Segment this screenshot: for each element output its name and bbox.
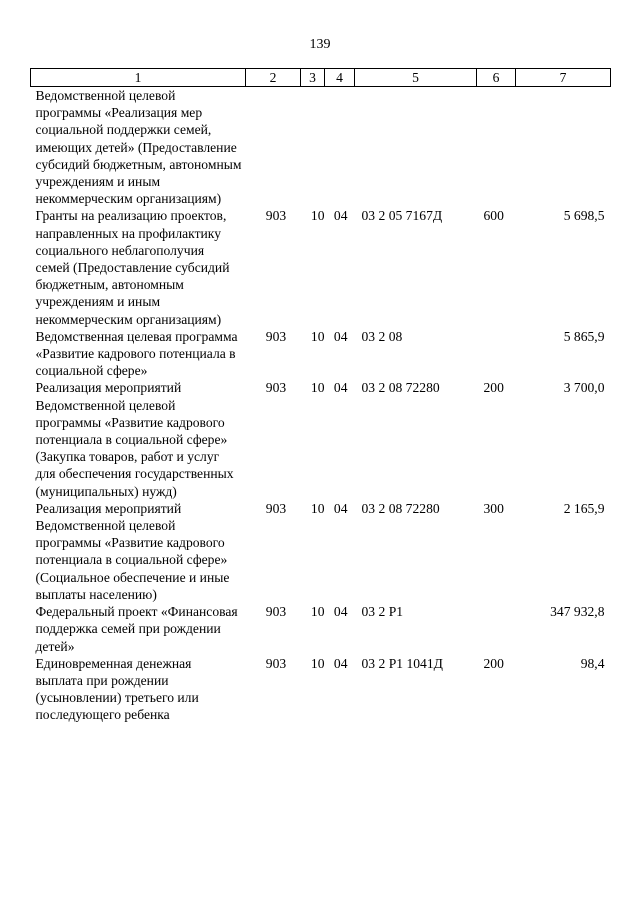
row-kvsr: 903 (265, 500, 287, 516)
row-kvsr: 903 (265, 208, 287, 224)
table-row (31, 328, 611, 380)
row-vr (477, 87, 516, 208)
column-header-5: 5 (355, 69, 477, 87)
row-sum (516, 87, 611, 208)
row-name: Федеральный проект «Финансовая поддержка семей при рождении детей» (35, 604, 238, 654)
row-csr: 03 2 08 (361, 328, 403, 344)
row-sum: 3 700,0 (563, 380, 605, 396)
column-header-6: 6 (477, 69, 516, 87)
row-csr: 03 2 P1 (361, 604, 404, 620)
table-row (31, 87, 611, 208)
row-rz: 10 (310, 500, 325, 516)
row-name: Реализация мероприятий Ведомственной целевой программы «Развитие кадрового потенциала в социальной сфере» (Социальное обеспечение и иные выплаты населению) (35, 500, 230, 602)
row-sum: 5 698,5 (563, 208, 605, 224)
row-csr: 03 2 08 72280 (361, 500, 440, 516)
row-pr: 04 (333, 500, 348, 516)
row-kvsr: 903 (265, 328, 287, 344)
row-sum: 5 865,9 (563, 328, 605, 344)
header-row (31, 69, 611, 87)
row-rz: 10 (310, 655, 325, 671)
row-rz: 10 (310, 208, 325, 224)
row-vr: 200 (483, 380, 504, 396)
row-name: Единовременная денежная выплата при рождении (усыновлении) третьего или последующего ребенка (35, 655, 199, 723)
row-vr (477, 603, 516, 655)
row-vr: 600 (483, 208, 504, 224)
column-header-2: 2 (246, 69, 301, 87)
row-csr: 03 2 08 72280 (361, 380, 440, 396)
column-header-4: 4 (325, 69, 355, 87)
row-sum: 347 932,8 (550, 604, 605, 620)
column-header-1: 1 (31, 69, 246, 87)
row-pr: 04 (333, 208, 348, 224)
page-number: 139 (309, 37, 331, 52)
row-pr: 04 (333, 380, 348, 396)
column-header-7: 7 (516, 69, 611, 87)
row-pr (325, 87, 355, 208)
table-row (31, 207, 611, 327)
row-sum: 98,4 (580, 655, 605, 671)
row-pr: 04 (333, 328, 348, 344)
column-header-3: 3 (301, 69, 325, 87)
table-row (31, 379, 611, 499)
row-vr: 200 (483, 655, 504, 671)
table-row (31, 603, 611, 655)
row-vr (477, 328, 516, 380)
row-name: Ведомственной целевой программы «Реализация мер социальной поддержки семей, имеющих детей» (Предоставление субсидий бюджетным, автономным учреждениям и иным некоммерческим организациям) (35, 88, 242, 207)
row-csr: 03 2 05 7167Д (361, 208, 443, 224)
row-kvsr: 903 (265, 655, 287, 671)
row-csr (355, 87, 477, 208)
row-name: Гранты на реализацию проектов, направленных на профилактику социального неблагополучия семей (Предоставление субсидий бюджетным, автономным учреждениям и иным некоммерческим организациям) (35, 208, 230, 327)
row-csr: 03 2 P1 1041Д (361, 655, 443, 671)
row-rz: 10 (310, 604, 325, 620)
row-pr: 04 (333, 604, 348, 620)
row-rz: 10 (310, 328, 325, 344)
row-rz: 10 (310, 380, 325, 396)
row-pr: 04 (333, 655, 348, 671)
row-rz (301, 87, 325, 208)
row-kvsr: 903 (265, 380, 287, 396)
budget-table (30, 68, 611, 724)
table-row (31, 500, 611, 603)
row-kvsr (246, 87, 301, 208)
row-name: Ведомственная целевая программа «Развитие кадрового потенциала в социальной сфере» (35, 328, 238, 379)
table-row (31, 655, 611, 724)
row-kvsr: 903 (265, 604, 287, 620)
row-name: Реализация мероприятий Ведомственной целевой программы «Развитие кадрового потенциала в социальной сфере» (Закупка товаров, работ и услуг для обеспечения государственных (муниципальных) нужд) (35, 380, 234, 499)
row-sum: 2 165,9 (563, 500, 605, 516)
row-vr: 300 (483, 500, 504, 516)
